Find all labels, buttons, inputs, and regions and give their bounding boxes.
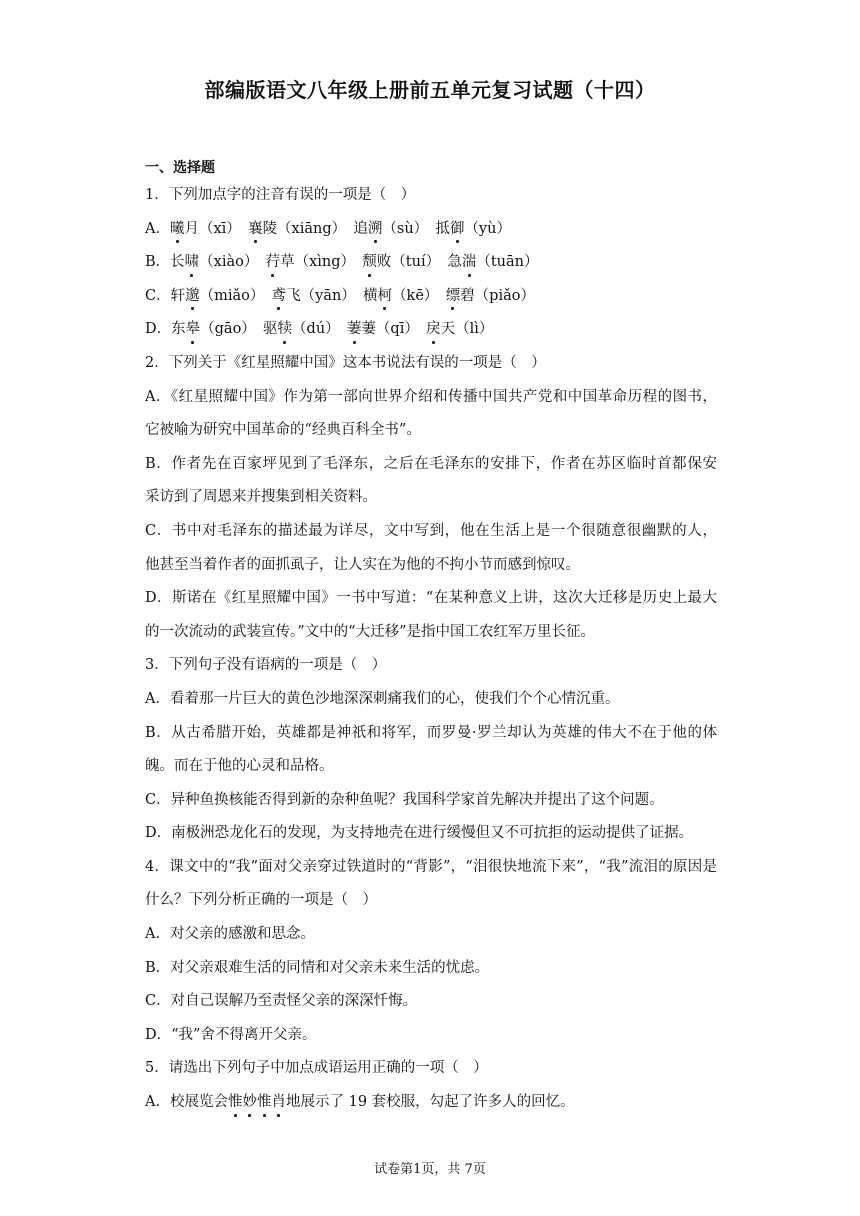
question-4-option-d: D．“我”舍不得离开父亲。 — [145, 1026, 317, 1043]
question-1 — [145, 179, 717, 347]
page-title: 部编版语文八年级上册前五单元复习试题（十四） — [204, 78, 656, 102]
question-2-option-a-line1: A．《红星照耀中国》作为第一部向世界介绍和传播中国共产党和中国革命历程的图书， — [145, 388, 717, 405]
question-3-stem: 3．下列句子没有语病的一项是（ ） — [145, 657, 387, 674]
question-3-option-b-line2: 魄。而在于他的心灵和品格。 — [145, 758, 334, 775]
dotted-char: 肖 — [271, 1086, 286, 1120]
question-1-option-b: B．长啸（xiào） 荇草（xìng） 颓败（tuí） 急湍（tuān） — [145, 246, 717, 280]
question-4-option-c: C．对自己误解乃至责怪父亲的深深忏悔。 — [145, 993, 418, 1010]
question-2-option-c-line1: C．书中对毛泽东的描述最为详尽，文中写到，他在生活上是一个很随意很幽默的人， — [145, 522, 717, 539]
question-3-option-d: D．南极洲恐龙化石的发现，为支持地壳在进行缓慢但又不可抗拒的运动提供了证据。 — [145, 825, 694, 842]
question-5 — [145, 1052, 717, 1119]
question-2-option-c-line2: 他甚至当着作者的面抓虱子，让人实在为他的不拘小节而感到惊叹。 — [145, 556, 580, 573]
question-1-option-a: A．曦月（xī） 襄陵（xiāng） 追溯（sù） 抵御（yù） — [145, 213, 717, 247]
question-2-option-b-line1: B．作者先在百家坪见到了毛泽东，之后在毛泽东的安排下，作者在苏区临时首都保安 — [145, 455, 717, 472]
question-2 — [145, 347, 717, 649]
question-2-option-b-line2: 采访到了周恩来并搜集到相关资料。 — [145, 489, 377, 506]
question-1-option-d: D．东皋（gāo） 驱犊（dú） 萋萋（qī） 戾天（lì） — [145, 313, 717, 347]
question-5-stem: 5．请选出下列句子中加点成语运用正确的一项（ ） — [145, 1060, 488, 1077]
question-3-option-b-line1: B．从古希腊开始，英雄都是神祇和将军，而罗曼·罗兰却认为英雄的伟大不在于他的体 — [145, 724, 717, 741]
question-2-option-a-line2: 它被喻为研究中国革命的“经典百科全书”。 — [145, 422, 421, 439]
question-2-option-d-line1: D．斯诺在《红星照耀中国》一书中写道：“在某种意义上讲，这次大迁移是历史上最大 — [145, 590, 717, 607]
question-4 — [145, 851, 717, 1053]
dotted-char: 妙 — [242, 1086, 257, 1120]
question-3-option-a: A．看着那一片巨大的黄色沙地深深刺痛我们的心，使我们个个心情沉重。 — [145, 690, 620, 707]
page-footer: 试卷第1页，共 7页 — [374, 1162, 486, 1177]
question-3 — [145, 649, 717, 851]
dotted-char: 惟 — [257, 1086, 272, 1120]
question-2-stem: 2．下列关于《红星照耀中国》这本书说法有误的一项是（ ） — [145, 354, 546, 371]
question-4-stem-line1: 4．课文中的“我”面对父亲穿过铁道时的“背影”，“泪很快地流下来”，“我”流泪的原因是 — [145, 858, 717, 875]
question-4-stem-line2: 什么？下列分析正确的一项是（ ） — [145, 892, 377, 909]
dotted-char: 惟 — [228, 1086, 243, 1120]
question-1-stem: 1．下列加点字的注音有误的一项是（ ） — [145, 187, 416, 203]
question-3-option-c: C．异种鱼换核能否得到新的杂种鱼呢？我国科学家首先解决并提出了这个问题。 — [145, 791, 664, 808]
exam-content — [145, 157, 717, 1120]
question-5-option-a: A．校展览会惟妙惟肖地展示了 19 套校服，勾起了许多人的回忆。 — [145, 1086, 717, 1120]
question-1-option-c: C．轩邈（miǎo） 鸢飞（yān） 横柯（kē） 缥碧（piǎo） — [145, 280, 717, 314]
question-4-option-a: A．对父亲的感激和思念。 — [145, 926, 315, 943]
question-4-option-b: B．对父亲艰难生活的同情和对父亲未来生活的忧虑。 — [145, 959, 490, 976]
section-heading: 一、选择题 — [145, 160, 215, 176]
question-2-option-d-line2: 的一次流动的武装宣传。”文中的“大迁移”是指中国工农红军万里长征。 — [145, 623, 595, 640]
